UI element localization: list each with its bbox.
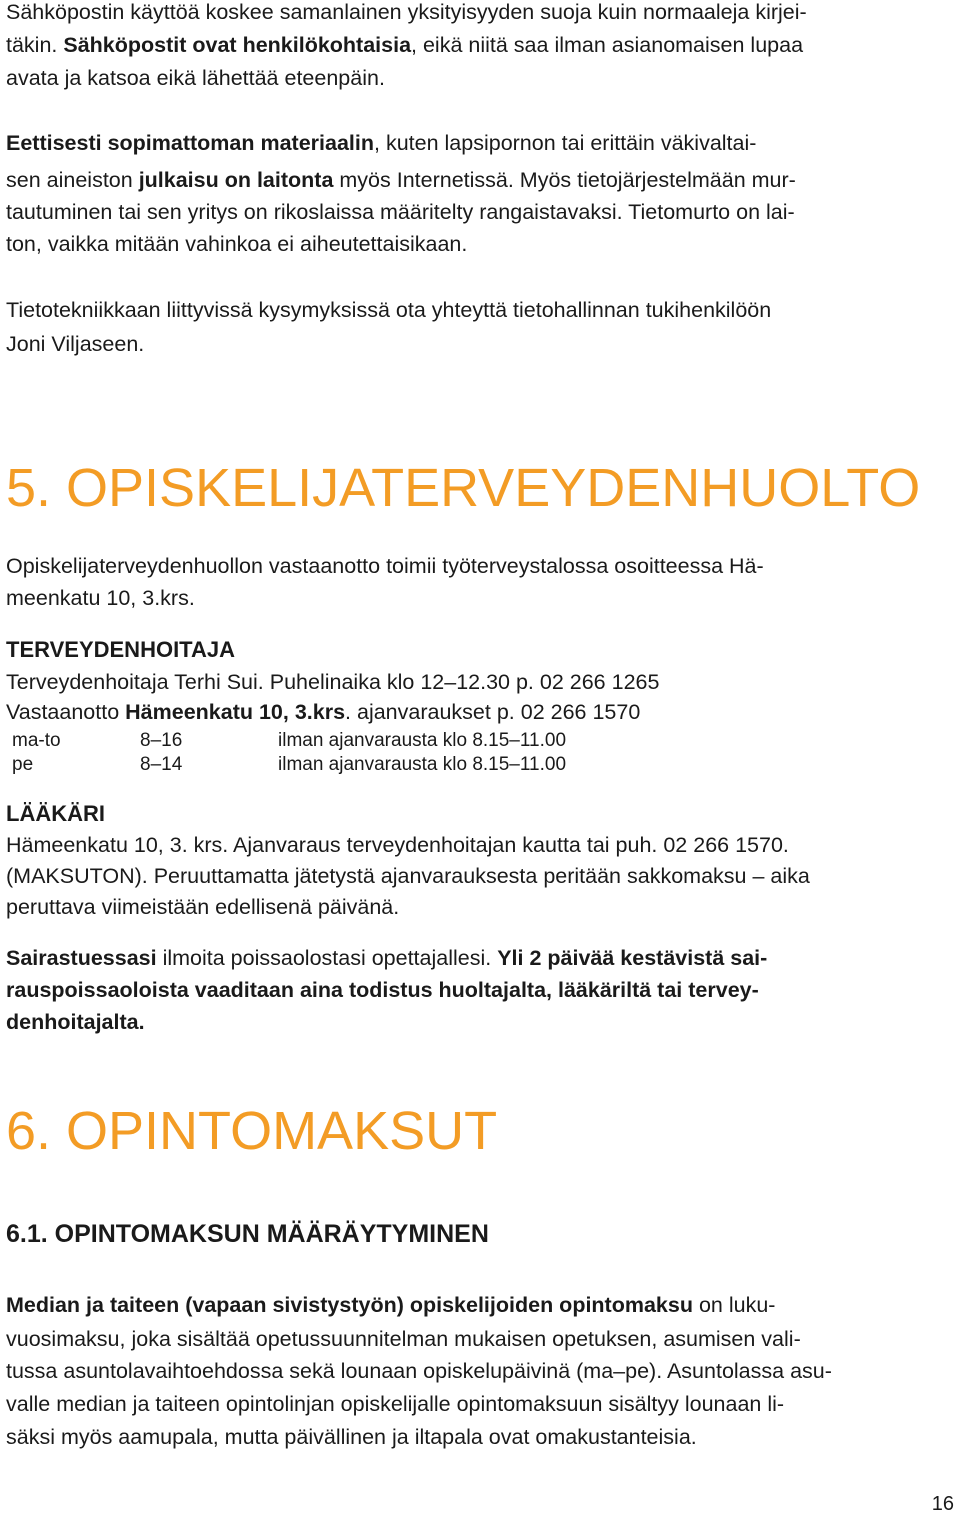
health-intro-line-2: meenkatu 10, 3.krs. [6,586,195,610]
sick-emphasis: Sairastuessasi [6,946,157,970]
illegal-para-line-2: sen aineiston julkaisu on laitonta myös Internetissä. Myös tietojärjestelmään mur- [6,168,796,192]
email-private-emphasis: Sähköpostit ovat henkilökohtaisia [63,33,412,57]
sick-line-2: rauspoissaoloista vaaditaan aina todistus huoltajalta, lääkäriltä tai tervey- [6,978,759,1002]
schedule-hours: 8–14 [140,754,183,775]
section-6-heading: 6. OPINTOMAKSUT [6,1101,498,1161]
illegal-para-line-3: tautuminen tai sen yritys on rikoslaissa määritelty rangaistavaksi. Tietomurto on lai- [6,200,795,224]
doctor-line-1: Hämeenkatu 10, 3. krs. Ajanvaraus terveydenhoitajan kautta tai puh. 02 266 1570. [6,833,789,857]
fee-para-line-5: säksi myös aamupala, mutta päivällinen ja iltapala ovat omakustanteisia. [6,1425,697,1449]
illegal-material-emphasis: Eettisesti sopimattoman materiaalin [6,131,374,155]
doctor-heading: LÄÄKÄRI [6,801,105,826]
health-intro-line-1: Opiskelijaterveydenhuollon vastaanotto toimii työterveystalossa osoitteessa Hä- [6,554,764,578]
page-number: 16 [931,1493,954,1515]
illegal-para-line-4: ton, vaikka mitään vahinkoa ei aiheutettaisikaan. [6,232,468,256]
section-5-heading: 5. OPISKELIJATERVEYDENHUOLTO [6,458,921,518]
nurse-line-2: Vastaanotto Hämeenkatu 10, 3.krs. ajanvaraukset p. 02 266 1570 [6,700,641,724]
doctor-line-2: (MAKSUTON). Peruuttamatta jätetystä ajanvarauksesta peritään sakkomaksu – aika [6,864,810,888]
email-para-line-1: Sähköpostin käyttöä koskee samanlainen yksityisyyden suoja kuin normaaleja kirjei- [6,0,807,24]
schedule-note: ilman ajanvarausta klo 8.15–11.00 [278,730,567,751]
fee-para-line-3: tussa asuntolavaihtoehdossa sekä lounaan opiskelupäivinä (ma–pe). Asuntolassa asu- [6,1359,832,1383]
nurse-address-emphasis: Hämeenkatu 10, 3.krs [125,700,346,724]
sick-line-3: denhoitajalta. [6,1010,145,1034]
sick-line-1: Sairastuessasi ilmoita poissaolostasi opettajallesi. Yli 2 päivää kestävistä sai- [6,946,768,970]
illegal-para-line-1: Eettisesti sopimattoman materiaalin, kuten lapsipornon tai erittäin väkivaltai- [6,131,757,155]
email-para-line-2: täkin. Sähköpostit ovat henkilökohtaisia, eikä niitä saa ilman asianomaisen lupaa [6,33,804,57]
illegal-publish-emphasis: julkaisu on laitonta [138,168,334,192]
doctor-line-3: peruttava viimeistään edellisenä päivänä. [6,895,400,919]
schedule-hours: 8–16 [140,730,183,751]
it-support-line-2: Joni Viljaseen. [6,332,145,356]
section-6-1-heading: 6.1. OPINTOMAKSUN MÄÄRÄYTYMINEN [6,1220,489,1248]
schedule-note: ilman ajanvarausta klo 8.15–11.00 [278,754,567,775]
fee-emphasis: Median ja taiteen (vapaan sivistystyön) opiskelijoiden opintomaksu [6,1293,693,1317]
email-para-line-3: avata ja katsoa eikä lähettää eteenpäin. [6,66,385,90]
it-support-line-1: Tietotekniikkaan liittyvissä kysymyksissä ota yhteyttä tietohallinnan tukihenkilöön [6,298,772,322]
schedule-day: ma-to [12,730,61,751]
nurse-heading: TERVEYDENHOITAJA [6,637,236,662]
fee-para-line-2: vuosimaksu, joka sisältää opetussuunnitelman mukaisen opetuksen, asumisen vali- [6,1327,801,1351]
fee-para-line-4: valle median ja taiteen opintolinjan opiskelijalle opintomaksuun sisältyy lounaan li- [6,1392,785,1416]
nurse-line-1: Terveydenhoitaja Terhi Sui. Puhelinaika klo 12–12.30 p. 02 266 1265 [6,670,660,694]
fee-para-line-1: Median ja taiteen (vapaan sivistystyön) opiskelijoiden opintomaksu on luku- [6,1293,776,1317]
schedule-day: pe [12,754,34,775]
